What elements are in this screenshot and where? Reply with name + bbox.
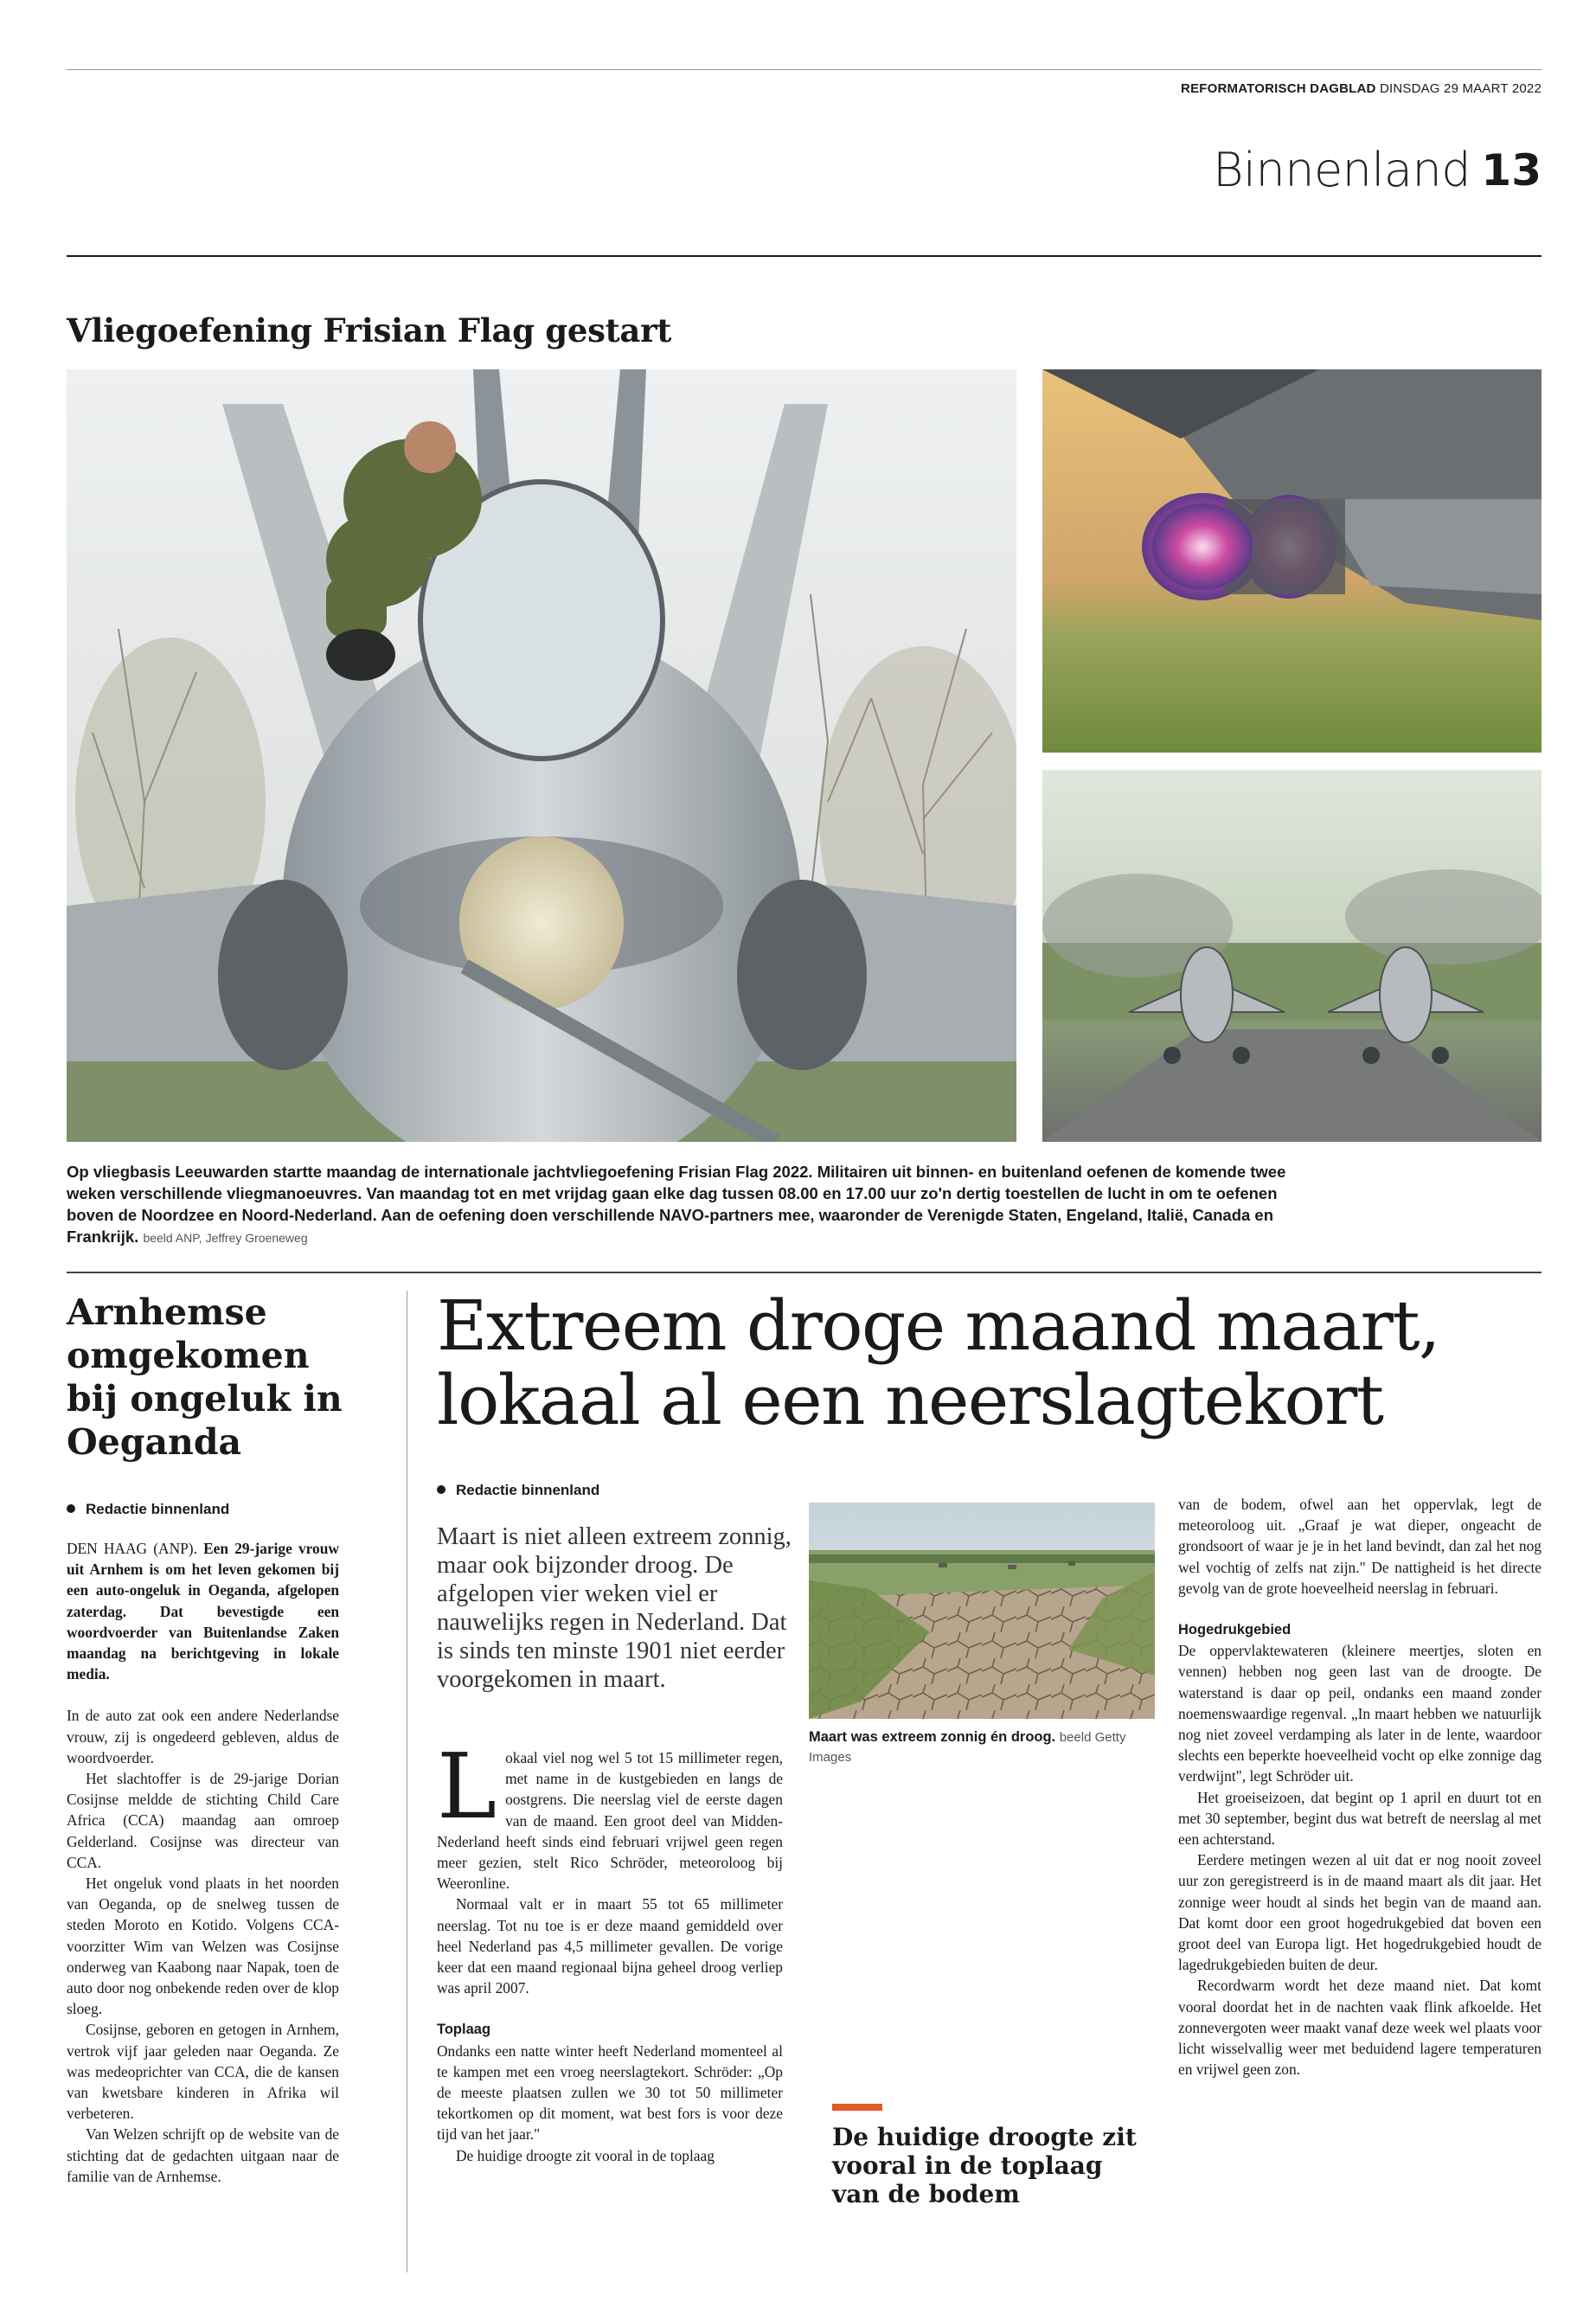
photo-caption-text: Op vliegbasis Leeuwarden startte maandag de internationale jachtvliegoefening Frisian Flag 2022. Militairen uit binnen- en buitenland oefenen de komende twee weken verschillende vliegmanoeuvres. Van maandag tot en met vrijdag gaan elke dag tussen 08.00 en 17.00 uur zo'n dertig toestellen de lucht in om te oefenen boven de Noordzee en Noord-Nederland. Aan de oefening doen verschillende NAVO-partners mee, waaronder de Verenigde Staten, Engeland, Italië, Canada en Frankrijk. — [67, 1163, 1286, 1246]
main-paragraph: van de bodem, ofwel aan het oppervlak, legt de meteoroloog uit. „Graaf je wat dieper, ongeacht de grondsoort of waar je je in het land bevindt, dan zal het nog wel vochtig of zelfs nat zijn." De nattigheid is het directe gevolg van de grote hoeveelheid neerslag in februari. — [1178, 1496, 1542, 1597]
masthead — [1181, 81, 1542, 96]
photo-jet-afterburner — [1042, 369, 1542, 753]
photo-caption — [67, 1161, 1312, 1249]
photo-story-headline: Vliegoefening Frisian Flag gestart — [67, 311, 672, 349]
byline-dot-icon — [67, 1504, 75, 1513]
dry-field-caption — [809, 1727, 1155, 1767]
main-byline-text: Redactie binnenland — [456, 1482, 600, 1498]
side-paragraph: Cosijnse, geboren en getogen in Arnhem, vertrok vijf jaar geleden naar Oeganda. Ze was medeoprichter van CCA, die de kansen van kwetsbare kinderen in Afrika wil verbeteren. — [67, 2021, 339, 2123]
side-dateline: DEN HAAG (ANP). — [67, 1540, 197, 1557]
main-paragraph: De oppervlaktewateren (kleinere meertjes, sloten en vennen) hebben nog geen last van de droogte. De waterstand is daar op peil, ondanks een maand zonder noemenswaardige regenval. „In maart hebben we natuurlijk nog niet zoveel verdamping als later in de lente, waardoor slechts een beperkte hoeveelheid vocht op elke zonnige dag verdwijnt", legt Schröder uit. — [1178, 1642, 1542, 1785]
main-paragraph: Het groeiseizoen, dat begint op 1 april en duurt tot en met 30 september, begint dus wat betreft de neerslag al met een achterstand. — [1178, 1788, 1542, 1849]
section-divider — [67, 1272, 1542, 1273]
paper-name: REFORMATORISCH DAGBLAD — [1181, 81, 1376, 96]
main-first-text: okaal viel nog wel 5 tot 15 millimeter regen, met name in de kustgebieden en langs de oostgrens. Die neerslag viel de eerste dagen van de maand. Een groot deel van Midden-Nederland heeft sinds eind februari vrijwel geen regen meer gezien, stelt Rico Schröder, meteoroloog bij Weeronline. — [437, 1749, 783, 1893]
header-rule — [67, 255, 1542, 257]
main-intro: Maart is niet alleen extreem zonnig, maar ook bijzonder droog. De afgelopen vier weken viel er nauwelijks regen in Nederland. Dat is sinds ten minste 1901 niet eerder voorgekomen in maart. — [437, 1523, 792, 1693]
main-article-headline: Extreem droge maand maart, lokaal al een neerslagtekort — [437, 1285, 1439, 1440]
photo-jet-pilot — [67, 369, 1016, 1142]
side-paragraph: Van Welzen schrijft op de website van de stichting dat de gedachten uitgaan naar de familie van de Arnhemse. — [67, 2125, 339, 2185]
side-article-headline: Arnhemse omgekomen bij ongeluk in Oeganda — [67, 1292, 343, 1463]
main-byline — [437, 1482, 599, 1499]
main-paragraph: De huidige droogte zit vooral in de toplaag — [456, 2146, 715, 2164]
page-number: 13 — [1481, 145, 1542, 195]
subhead-hogedrukgebied: Hogedrukgebied — [1178, 1622, 1292, 1638]
section-title: Binnenland — [1213, 143, 1471, 197]
byline-dot-icon — [437, 1485, 445, 1494]
photo-mirage-jets — [1042, 770, 1542, 1142]
main-paragraph: Normaal valt er in maart 55 tot 65 millimeter neerslag. Tot nu toe is er deze maand gemiddeld over heel Nederland pas 4,5 millimeter gevallen. De vorige keer dat een maand regionaal bijna geheel droog verliep was april 2007. — [437, 1895, 783, 1997]
photo-credit: beeld ANP, Jeffrey Groeneweg — [143, 1231, 308, 1245]
side-paragraph: Het slachtoffer is de 29-jarige Dorian Cosijnse meldde de stichting Child Care Africa (CCA) maandag aan omroep Gelderland. Cosijnse was directeur van CCA. — [67, 1770, 339, 1871]
dry-field-credit: beeld Getty Images — [809, 1730, 1126, 1765]
subhead-toplaag: Toplaag — [437, 2022, 491, 2038]
side-paragraph: Het ongeluk vond plaats in het noorden van Oeganda, op de snelweg tussen de steden Moroto en Kotido. Volgens CCA-voorzitter Wim van Welzen was Cosijnse onderweg van Kaabong naar Napak, toen de auto door nog onbekende reden over de klop sloeg. — [67, 1875, 339, 2018]
side-lead-text: Een 29-jarige vrouw uit Arnhem is om het leven gekomen bij een auto-ongeluk in Oeganda, afgelopen zaterdag. Dat bevestigde een woordvoerder van Buitenlandse Zaken maandag na berichtgeving in lokale media. — [67, 1540, 339, 1683]
side-byline — [67, 1501, 229, 1518]
photo-dry-field — [809, 1503, 1155, 1719]
main-column-3 — [1178, 1494, 1542, 2080]
main-column-1 — [437, 1734, 783, 2166]
side-paragraph: In de auto zat ook een andere Nederlandse vrouw, zij is ongedeerd gebleven, aldus de woordvoerder. — [67, 1707, 339, 1766]
top-rule — [67, 69, 1542, 70]
main-paragraph: Recordwarm wordt het deze maand niet. Dat komt vooral doordat het in de nachten vaak flink afkoelde. Het zonnevergoten weer maakt vanaf deze week wel plaats voor licht wisselvallig weer met beduidend lagere temperaturen en vrijwel geen zon. — [1178, 1977, 1542, 2079]
side-byline-text: Redactie binnenland — [86, 1501, 230, 1517]
issue-date: DINSDAG 29 MAART 2022 — [1379, 81, 1542, 96]
side-article-body — [67, 1538, 339, 2187]
dropcap: L — [437, 1734, 497, 1839]
dry-field-caption-text: Maart was extreem zonnig én droog. — [809, 1729, 1056, 1745]
pullquote: De huidige droogte zit vooral in de toplaag van de bodem — [832, 2123, 1137, 2208]
side-lead — [67, 1538, 339, 1684]
main-paragraph: Eerdere metingen wezen al uit dat er nog nooit zoveel uur zon geregistreerd is in de maand maart als dit jaar. Het zonnige weer houdt al sinds het begin van de maand aan. Dat komt door een groot hogedrukgebied dat boven een groot deel van Europa ligt. Het hogedrukgebied houdt de lagedrukgebieden buiten de deur. — [1178, 1851, 1542, 1974]
main-paragraph: Ondanks een natte winter heeft Nederland momenteel al te kampen met een vroeg neerslagtekort. Schröder: „Op de meeste plaatsen zullen we 30 tot 50 millimeter tekortkomen op dit moment, wat best fors is voor deze tijd van het jaar." — [437, 2041, 783, 2144]
pullquote-accent-bar — [832, 2104, 882, 2111]
main-first-paragraph — [437, 1734, 783, 1894]
